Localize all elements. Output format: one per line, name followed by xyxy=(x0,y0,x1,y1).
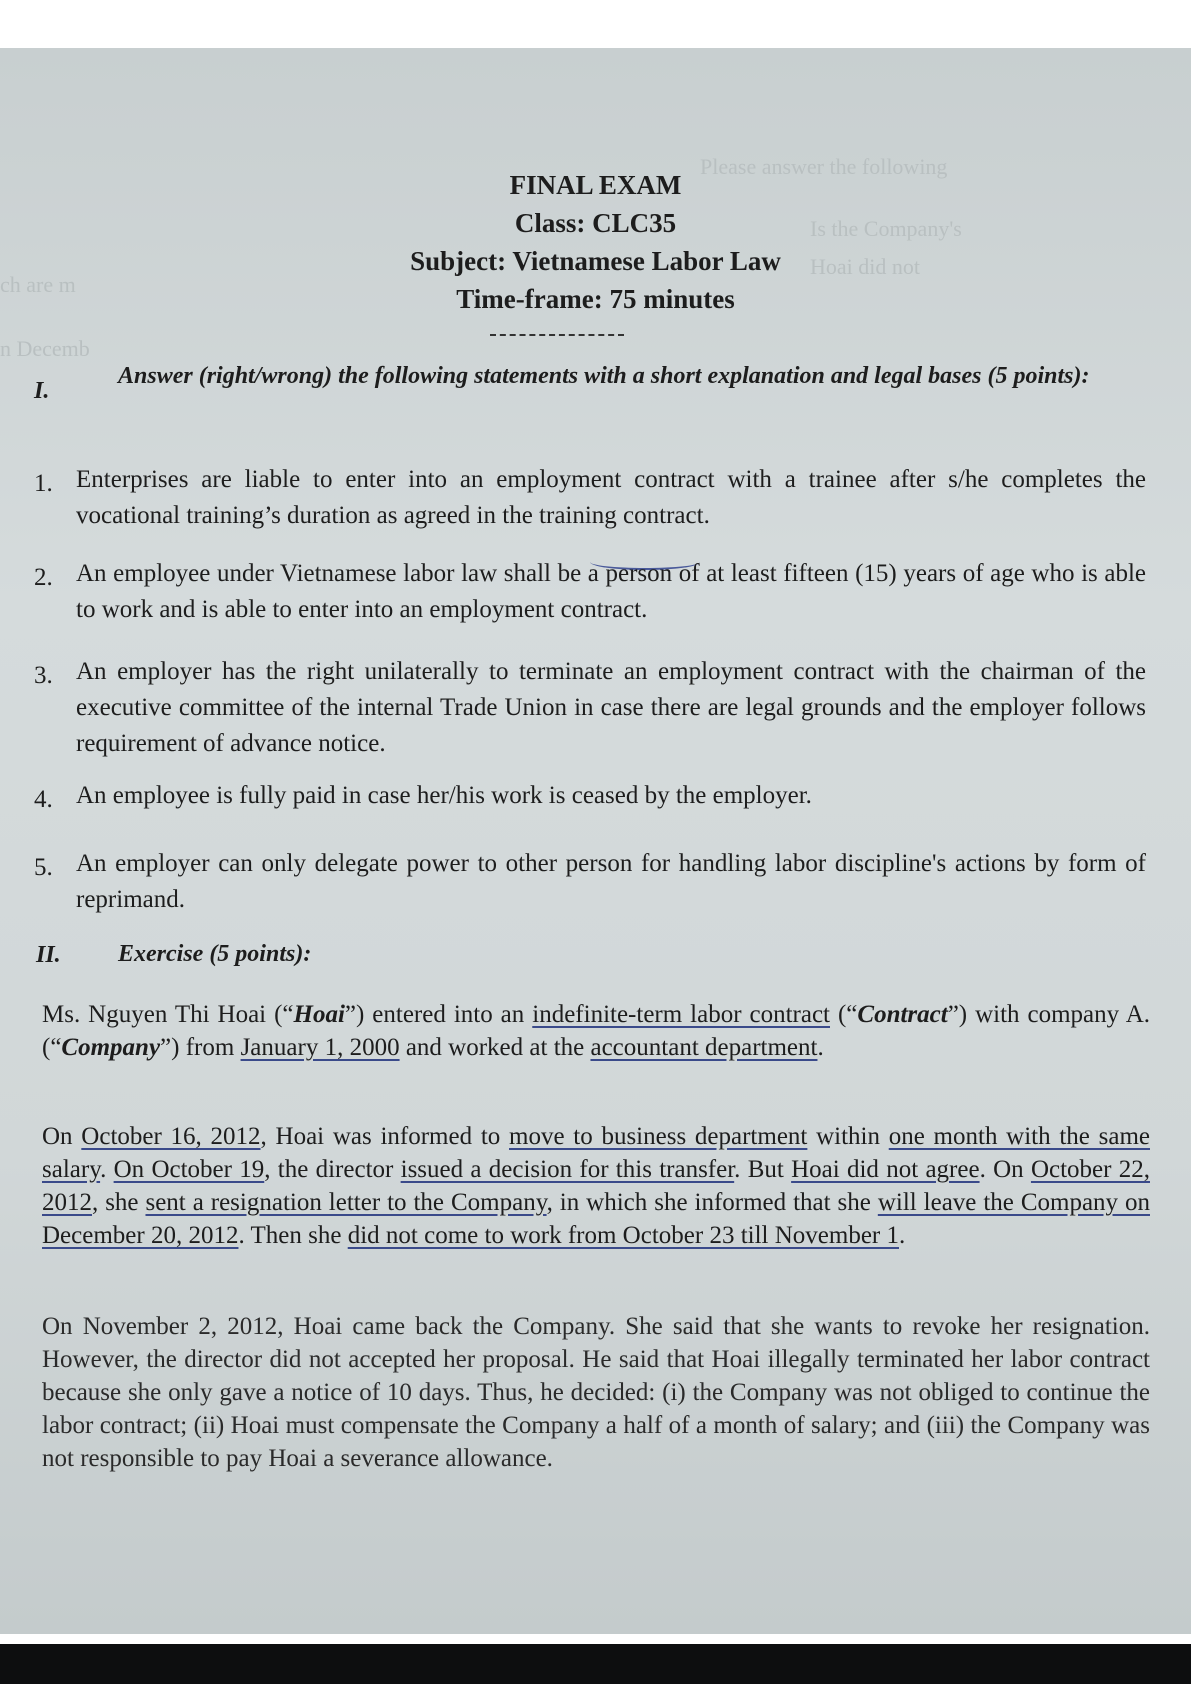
question-number: 5. xyxy=(34,854,53,881)
question-text: An employee is fully paid in case her/his work is ceased by the employer. xyxy=(76,782,812,809)
exam-paper xyxy=(0,48,1191,1634)
bleed-through-text: Please answer the following xyxy=(700,154,948,179)
bleed-through-text: ch are m xyxy=(0,272,76,297)
header-divider xyxy=(490,334,624,336)
exam-header xyxy=(0,166,1191,318)
section-2-number: II. xyxy=(36,942,61,968)
exercise-paragraph-1: Ms. Nguyen Thi Hoai (“Hoai”) entered into an indefinite-term labor contract (“Contract”) with company A. (“Company”) from January 1, 2000 and worked at the accountant department. xyxy=(42,1001,1151,1061)
question-text: Enterprises are liable to enter into an employment contract with a trainee after s/he completes the vocational training’s duration as agreed in the training contract. xyxy=(76,466,1146,529)
class-line: Class: CLC35 xyxy=(514,208,677,238)
bleed-through-text: Is the Company's xyxy=(810,216,962,241)
question-number: 4. xyxy=(34,786,53,813)
exam-title: FINAL EXAM xyxy=(509,170,682,200)
question-text: An employer has the right unilaterally to terminate an employment contract with the chairman of the executive committee of the internal Trade Union in case there are legal grounds and the employer follows requirement of advance notice. xyxy=(76,658,1146,757)
question-text: An employer can only delegate power to other person for handling labor discipline's actions by form of reprimand. xyxy=(76,850,1146,913)
exercise-paragraph-2: On October 16, 2012, Hoai was informed to move to business department within one month with the same salary. On October 19, the director issued a decision for this transfer. But Hoai did not agree. On October 22, 2012, she sent a resignation letter to the Company, in which she informed that she will leave the Company on December 20, 2012. Then she did not come to work from October 23 till November 1. xyxy=(42,1123,1150,1249)
exercise-paragraph-3: On November 2, 2012, Hoai came back the Company. She said that she wants to revoke her resignation. However, the director did not accepted her proposal. He said that Hoai illegally terminated her labor contract because she only gave a notice of 10 days. Thus, he decided: (i) the Company was not obliged to continue the labor contract; (ii) Hoai must compensate the Company a half of a month of salary; and (iii) the Company was not responsible to pay Hoai a severance allowance. xyxy=(42,1313,1150,1472)
time-frame-line: Time-frame: 75 minutes xyxy=(456,284,735,314)
section-1-title: Answer (right/wrong) the following statements with a short explanation and legal bases (5 points): xyxy=(118,363,1090,389)
section-1-number: I. xyxy=(34,378,50,404)
subject-line: Subject: Vietnamese Labor Law xyxy=(410,246,781,276)
scan-border xyxy=(0,1644,1191,1684)
question-number: 1. xyxy=(34,470,53,497)
section-2-title: Exercise (5 points): xyxy=(118,941,312,967)
bleed-through-text: Hoai did not xyxy=(810,254,920,279)
question-number: 3. xyxy=(34,662,53,689)
question-number: 2. xyxy=(34,564,53,591)
bleed-through-text: n Decemb xyxy=(0,336,90,361)
question-text: An employee under Vietnamese labor law shall be a person of at least fifteen (15) years of age who is able to work and is able to enter into an employment contract. xyxy=(76,560,1146,623)
